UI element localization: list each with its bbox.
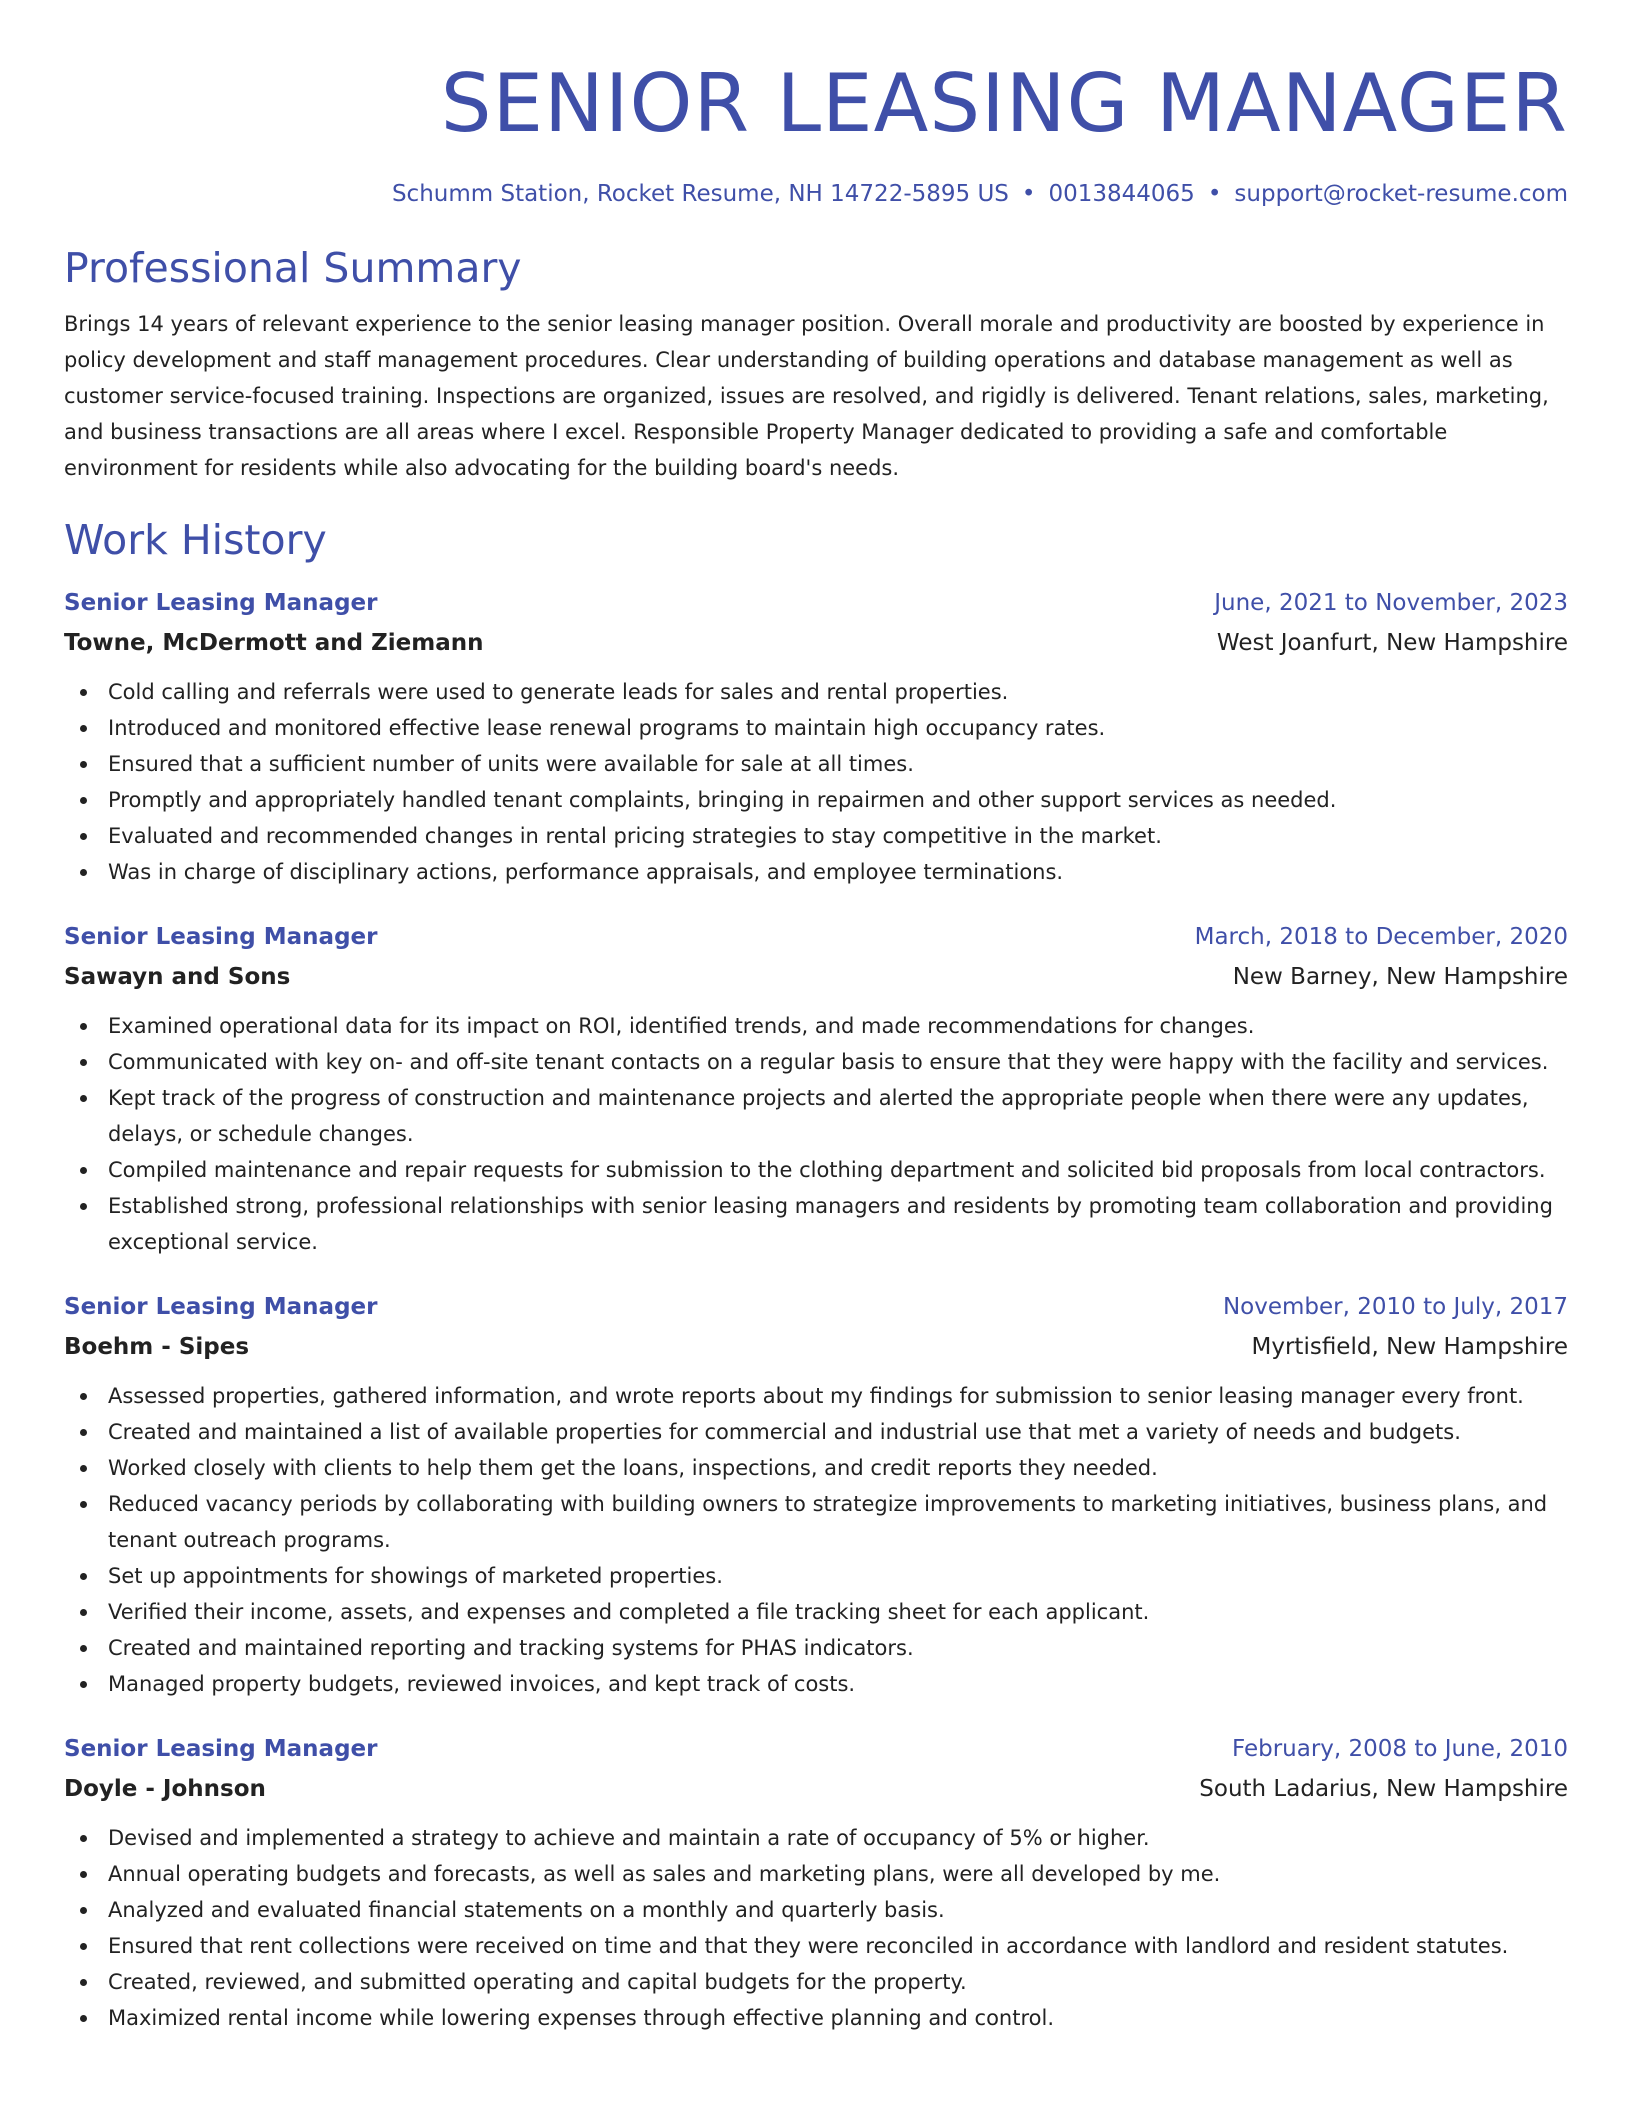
job-bullet-item: Worked closely with clients to help them get the loans, inspections, and credit reports they needed. [64, 1450, 1568, 1486]
job-entry [64, 1730, 1568, 2036]
job-bullet-item: Ensured that a sufficient number of units were available for sale at all times. [64, 746, 1568, 782]
job-bullet-item: Created, reviewed, and submitted operating and capital budgets for the property. [64, 1964, 1568, 2000]
job-bullet-item: Created and maintained reporting and tracking systems for PHAS indicators. [64, 1630, 1568, 1666]
job-bullets [64, 1378, 1568, 1702]
job-company: Doyle - Johnson [64, 1776, 266, 1802]
job-bullet-item: Was in charge of disciplinary actions, performance appraisals, and employee terminations. [64, 854, 1568, 890]
job-bullets [64, 674, 1568, 890]
job-bullet-item: Managed property budgets, reviewed invoices, and kept track of costs. [64, 1666, 1568, 1702]
job-bullet-item: Maximized rental income while lowering expenses through effective planning and control. [64, 2000, 1568, 2036]
job-company-row [64, 1768, 1568, 1810]
job-company-row [64, 622, 1568, 664]
job-company-row [64, 956, 1568, 998]
job-bullet-item: Compiled maintenance and repair requests for submission to the clothing department and solicited bid proposals from local contractors. [64, 1152, 1568, 1188]
job-title: Senior Leasing Manager [64, 1736, 378, 1762]
job-location: New Barney, New Hampshire [1232, 964, 1568, 990]
job-bullet-item: Verified their income, assets, and expenses and completed a file tracking sheet for each applicant. [64, 1594, 1568, 1630]
job-dates: February, 2008 to June, 2010 [1231, 1736, 1568, 1762]
job-bullet-item: Evaluated and recommended changes in rental pricing strategies to stay competitive in the market. [64, 818, 1568, 854]
job-bullet-item: Reduced vacancy periods by collaborating with building owners to strategize improvements to marketing initiatives, business plans, and tenant outreach programs. [64, 1486, 1568, 1558]
job-dates: June, 2021 to November, 2023 [1214, 590, 1568, 616]
job-bullet-item: Created and maintained a list of available properties for commercial and industrial use that met a variety of needs and budgets. [64, 1414, 1568, 1450]
job-dates: November, 2010 to July, 2017 [1222, 1294, 1568, 1320]
job-bullet-item: Promptly and appropriately handled tenant complaints, bringing in repairmen and other support services as needed. [64, 782, 1568, 818]
job-bullet-item: Communicated with key on- and off-site tenant contacts on a regular basis to ensure that they were happy with the facility and services. [64, 1044, 1568, 1080]
job-company-row [64, 1326, 1568, 1368]
job-location: South Ladarius, New Hampshire [1199, 1776, 1568, 1802]
contact-line [64, 178, 1568, 210]
job-title: Senior Leasing Manager [64, 924, 378, 950]
contact-separator: • [1021, 181, 1036, 207]
job-title: Senior Leasing Manager [64, 1294, 378, 1320]
job-bullet-item: Annual operating budgets and forecasts, as well as sales and marketing plans, were all developed by me. [64, 1856, 1568, 1892]
job-bullets [64, 1008, 1568, 1260]
job-title-row [64, 584, 1568, 622]
job-bullet-item: Introduced and monitored effective lease renewal programs to maintain high occupancy rates. [64, 710, 1568, 746]
contact-email[interactable]: support@rocket-resume.com [1234, 181, 1568, 207]
job-bullet-item: Set up appointments for showings of marketed properties. [64, 1558, 1568, 1594]
job-location: West Joanfurt, New Hampshire [1216, 630, 1568, 656]
job-bullet-item: Ensured that rent collections were received on time and that they were reconciled in accordance with landlord and resident statutes. [64, 1928, 1568, 1964]
job-bullet-item: Devised and implemented a strategy to achieve and maintain a rate of occupancy of 5% or higher. [64, 1820, 1568, 1856]
work-history-heading: Work History [64, 516, 327, 564]
resume-header [64, 52, 1568, 210]
job-bullet-item: Kept track of the progress of construction and maintenance projects and alerted the appropriate people when there were any updates, delays, or schedule changes. [64, 1080, 1568, 1152]
summary-heading: Professional Summary [64, 244, 522, 292]
job-entry [64, 918, 1568, 1260]
job-company: Towne, McDermott and Ziemann [64, 630, 484, 656]
job-entry [64, 584, 1568, 890]
job-bullet-item: Analyzed and evaluated financial statements on a monthly and quarterly basis. [64, 1892, 1568, 1928]
summary-text: Brings 14 years of relevant experience to the senior leasing manager position. Overall morale and productivity are boosted by experience in policy development and staff management procedures. Clear understanding of building operations and database management as well as customer service-focused training. Inspections are organized, issues are resolved, and rigidly is delivered. Tenant relations, sales, marketing, and business transactions are all areas where I excel. Responsible Property Manager dedicated to providing a safe and comfortable environment for residents while also advocating for the building board's needs. [64, 312, 1549, 480]
job-bullets [64, 1820, 1568, 2036]
job-company: Sawayn and Sons [64, 964, 291, 990]
job-bullet-item: Assessed properties, gathered information, and wrote reports about my findings for submission to senior leasing manager every front. [64, 1378, 1568, 1414]
job-title-row [64, 1288, 1568, 1326]
contact-address: Schumm Station, Rocket Resume, NH 14722-5895 US [391, 181, 1009, 207]
job-title-row [64, 1730, 1568, 1768]
job-entry [64, 1288, 1568, 1702]
job-company: Boehm - Sipes [64, 1334, 250, 1360]
job-title: Senior Leasing Manager [64, 590, 378, 616]
job-location: Myrtisfield, New Hampshire [1251, 1334, 1568, 1360]
job-bullet-item: Examined operational data for its impact on ROI, identified trends, and made recommendations for changes. [64, 1008, 1568, 1044]
work-history-list [64, 584, 1568, 2036]
candidate-title: SENIOR LEASING MANAGER [440, 57, 1568, 150]
job-bullet-item: Established strong, professional relationships with senior leasing managers and residents by promoting team collaboration and providing exceptional service. [64, 1188, 1568, 1260]
job-title-row [64, 918, 1568, 956]
job-dates: March, 2018 to December, 2020 [1194, 924, 1568, 950]
contact-separator: • [1207, 181, 1222, 207]
job-bullet-item: Cold calling and referrals were used to generate leads for sales and rental properties. [64, 674, 1568, 710]
contact-phone: 0013844065 [1048, 181, 1195, 207]
